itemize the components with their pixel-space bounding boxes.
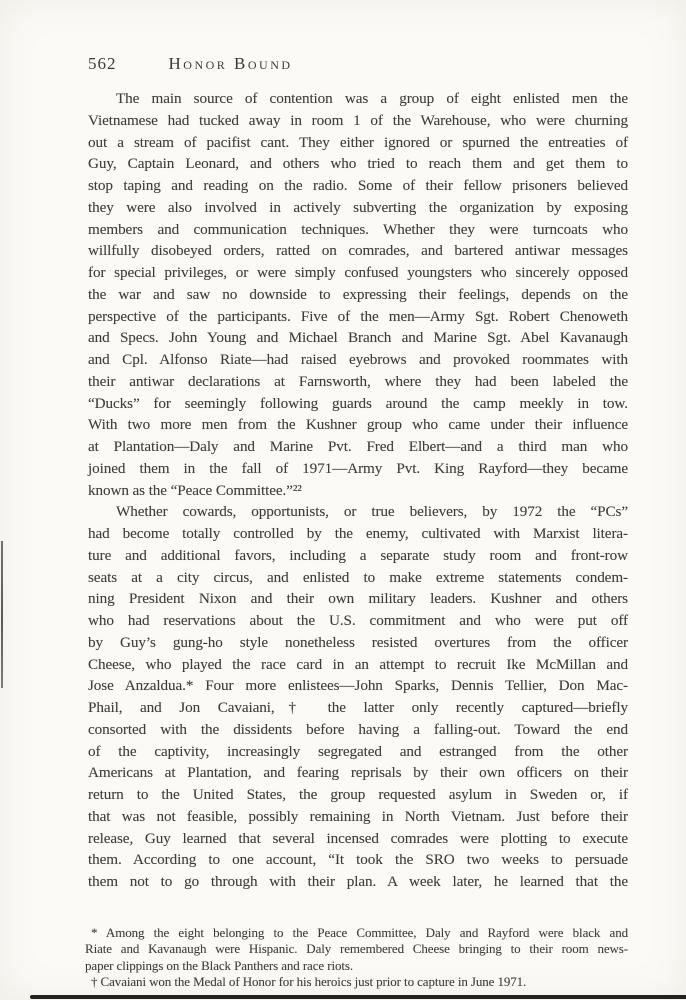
- text-line: had become totally controlled by the enemy, cultivated with Marxist litera-: [88, 525, 628, 542]
- text-line: their antiwar declarations at Farnsworth, where they had been labeled the: [88, 372, 628, 390]
- text-line: Jose Anzaldua.* Four more enlistees—John Sparks, Dennis Tellier, Don Mac-: [88, 677, 628, 695]
- text-line: ture and additional favors, including a separate study room and front-row: [88, 546, 628, 564]
- text-line: who had reservations about the U.S. commitment and who were put off: [88, 612, 628, 629]
- page-number: 562: [88, 54, 117, 73]
- footnote-dagger: [85, 974, 628, 990]
- text-line: return to the United States, the group requested asylum in Sweden or, if: [88, 786, 628, 803]
- text-line: Cheese, who played the race card in an attempt to recruit Ike McMillan and: [88, 655, 628, 673]
- text-line: of the captivity, increasingly segregated and estranged from the other: [88, 742, 628, 760]
- text-line: release, Guy learned that several incensed comrades were plotting to execute: [88, 829, 628, 847]
- text-line: and Cpl. Alfonso Riate—had raised eyebrows and provoked roommates with: [88, 351, 628, 368]
- text-line: consorted with the dissidents before having a falling-out. Toward the end: [88, 720, 628, 738]
- text-line: With two more men from the Kushner group who came under their influence: [88, 416, 628, 434]
- scan-artifact-bottom-bar: [30, 995, 686, 999]
- text-line: “Ducks” for seemingly following guards around the camp meekly in tow.: [88, 394, 628, 412]
- text-line: that was not feasible, possibly remaining in North Vietnam. Just before their: [88, 807, 628, 825]
- paragraph-1: [88, 88, 628, 501]
- text-line: stop taping and reading on the radio. Some of their fellow prisoners believed: [88, 177, 628, 194]
- text-line: Whether cowards, opportunists, or true believers, by 1972 the “PCs”: [116, 503, 628, 521]
- text-line: at Plantation—Daly and Marine Pvt. Fred Elbert—and a third man who: [88, 438, 628, 455]
- paragraph-2: [88, 501, 628, 893]
- body-text: [88, 88, 628, 893]
- text-line: them not to go through with their plan. A week later, he learned that the: [88, 873, 628, 890]
- text-line: The main source of contention was a group of eight enlisted men the: [116, 90, 628, 107]
- text-line: by Guy’s gung-ho style nonetheless resisted overtures from the officer: [88, 633, 628, 651]
- text-line: members and communication techniques. Whether they were turncoats who: [88, 220, 628, 238]
- text-line: † Cavaiani won the Medal of Honor for his heroics just prior to capture in June 1971.: [91, 974, 527, 990]
- text-line: Riate and Kavanaugh were Hispanic. Daly remembered Cheese bringing to their room news-: [85, 941, 628, 957]
- scan-artifact-left-line: [1, 541, 3, 688]
- text-line: for special privileges, or were simply confused youngsters who sincerely opposed: [88, 264, 628, 281]
- text-line: Guy, Captain Leonard, and others who tried to reach them and get them to: [88, 155, 628, 173]
- text-line: and Specs. John Young and Michael Branch and Marine Sgt. Abel Kavanaugh: [88, 329, 628, 347]
- text-line: * Among the eight belonging to the Peace Committee, Daly and Rayford were black and: [91, 925, 628, 940]
- text-line: out a stream of pacifist cant. They either ignored or spurned the entreaties of: [88, 133, 628, 151]
- text-line: they were also involved in actively subverting the organization by exposing: [88, 198, 628, 216]
- text-line: seats at a city circus, and enlisted to make extreme statements condem-: [88, 568, 628, 586]
- text-line: paper clippings on the Black Panthers and race riots.: [85, 957, 353, 973]
- text-line: the war and saw no downside to expressing their feelings, depends on the: [88, 285, 628, 303]
- text-line: Americans at Plantation, and fearing reprisals by their own officers on their: [88, 764, 628, 782]
- text-line: Vietnamese had tucked away in room 1 of the Warehouse, who were churning: [88, 111, 628, 129]
- footnote-asterisk: [85, 925, 628, 974]
- page-header: [88, 54, 293, 74]
- running-head-title: Honor Bound: [168, 54, 293, 73]
- text-line: perspective of the participants. Five of the men—Army Sgt. Robert Chenoweth: [88, 307, 628, 325]
- text-line: them. According to one account, “It took the SRO two weeks to persuade: [88, 851, 628, 869]
- text-line: ning President Nixon and their own military leaders. Kushner and others: [88, 590, 628, 608]
- text-line: willfully disobeyed orders, ratted on comrades, and bartered antiwar messages: [88, 242, 628, 260]
- text-line: Phail, and Jon Cavaiani,† the latter only recently captured—briefly: [88, 699, 628, 716]
- footnotes-section: [85, 925, 628, 991]
- text-line: joined them in the fall of 1971—Army Pvt. King Rayford—they became: [88, 459, 628, 477]
- text-line: known as the “Peace Committee.”²²: [88, 481, 302, 499]
